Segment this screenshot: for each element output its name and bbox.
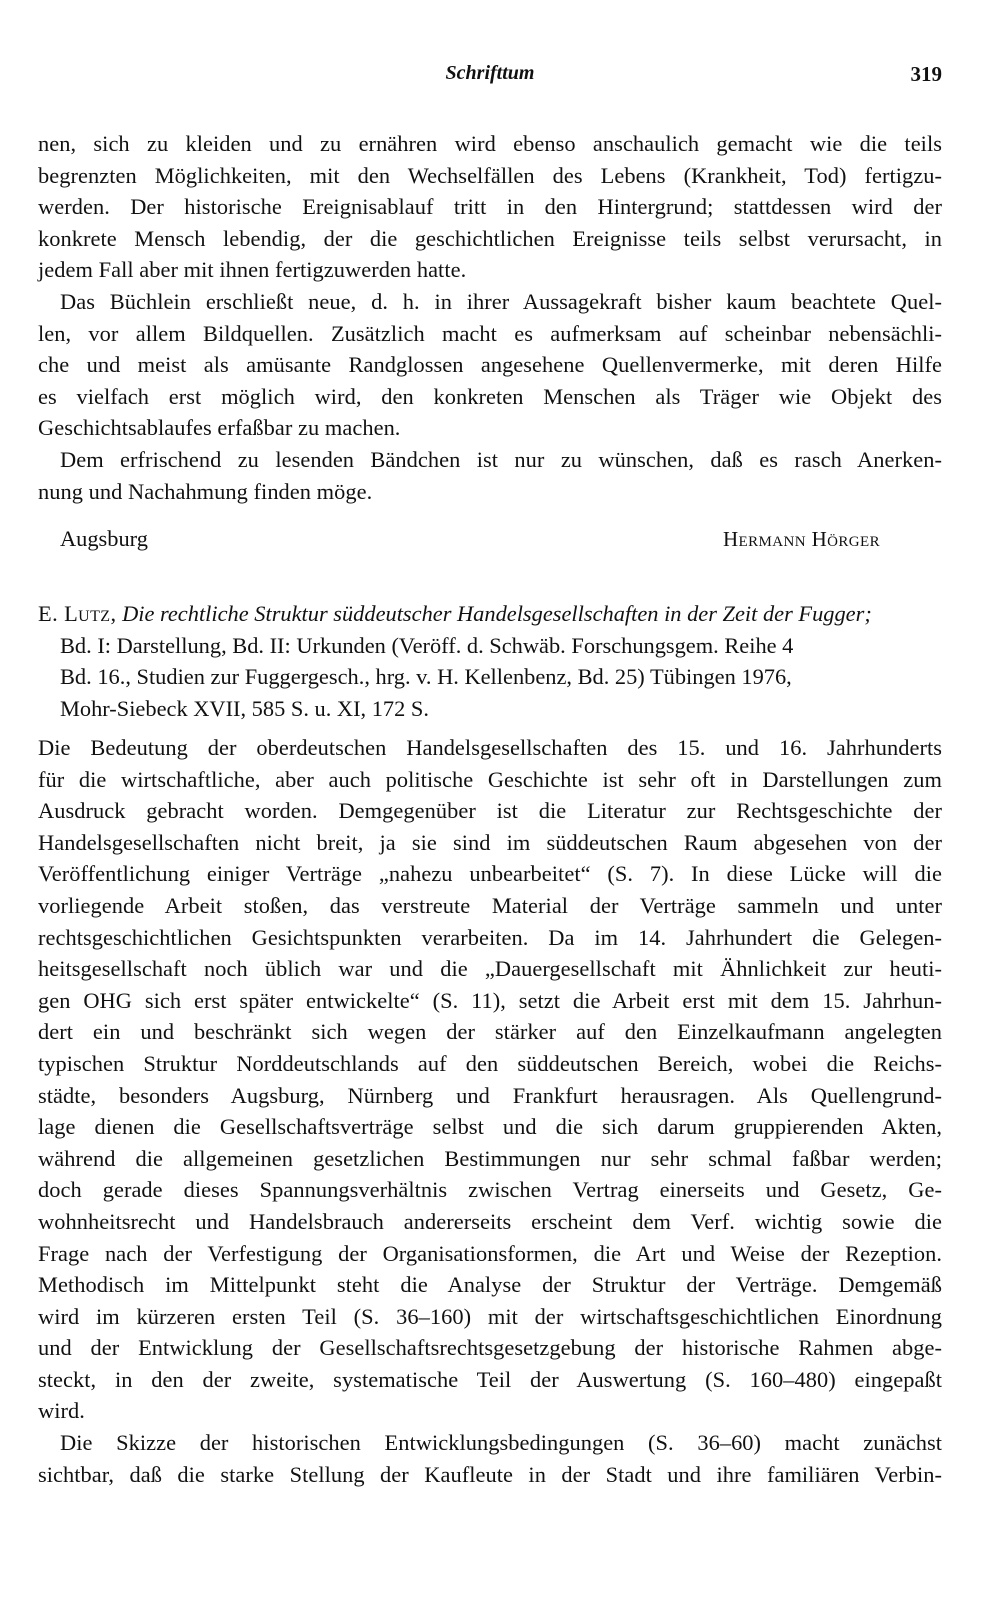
text-line: vorliegende Arbeit stoßen, das verstreute Material der Verträge sammeln und unter [38, 892, 942, 918]
text-line: Veröffentlichung einiger Verträge „nahezu unbearbeitet“ (S. 7). In diese Lücke will die [38, 861, 942, 887]
text-line: heitsgesellschaft noch üblich war und die „Dauergesellschaft mit Ähnlichkeit zur heuti- [38, 956, 942, 982]
text-line: jedem Fall aber mit ihnen fertigzuwerden hatte. [38, 257, 467, 283]
review2-text [38, 732, 942, 1490]
text-line: werden. Der historische Ereignisablauf tritt in den Hintergrund; stattdessen wird der [38, 194, 942, 220]
text-line: rechtsgeschichtlichen Gesichtspunkten verarbeiten. Da im 14. Jahrhundert die Gelegen- [38, 924, 942, 950]
citation-line: Bd. I: Darstellung, Bd. II: Urkunden (Veröff. d. Schwäb. Forschungsgem. Reihe 4 [60, 632, 794, 658]
text-line: typischen Struktur Norddeutschlands auf den süddeutschen Bereich, wobei die Reichs- [38, 1050, 942, 1076]
text-line: sichtbar, daß die starke Stellung der Kaufleute in der Stadt und ihre familiären Verbin- [38, 1461, 942, 1487]
text-line: Handelsgesellschaften nicht breit, ja sie sind im süddeutschen Raum abgesehen von der [38, 829, 942, 855]
text-line: che und meist als amüsante Randglossen angesehene Quellenvermerke, mit deren Hilfe [38, 352, 942, 378]
text-line: len, vor allem Bildquellen. Zusätzlich macht es aufmerksam auf scheinbar nebensächli- [38, 320, 942, 346]
running-head [38, 62, 942, 92]
citation-author: E. Lutz, [38, 601, 117, 626]
review1-paragraph-1 [38, 128, 942, 286]
running-title: Schrifttum [445, 62, 535, 84]
citation-title: Die rechtliche Struktur süddeutscher Handelsgesellschaften in der Zeit der Fugger; [122, 601, 872, 626]
text-line: Methodisch im Mittelpunkt steht die Analyse der Struktur der Verträge. Demgemäß [38, 1272, 942, 1298]
citation-line: Mohr-Siebeck XVII, 585 S. u. XI, 172 S. [60, 695, 429, 721]
text-line: nen, sich zu kleiden und zu ernähren wird ebenso anschaulich gemacht wie die teils [38, 131, 942, 156]
review2-paragraph-1 [38, 732, 942, 1427]
reviewer-name: Hermann Hörger [722, 527, 880, 551]
review1-paragraph-3 [38, 444, 942, 507]
text-line: Dem erfrischend zu lesenden Bändchen ist nur zu wünschen, daß es rasch Anerken- [60, 446, 942, 472]
text-line: es vielfach erst möglich wird, den konkreten Menschen als Träger wie Objekt des [38, 383, 942, 409]
review1-paragraph-2 [38, 286, 942, 444]
text-line: Die Bedeutung der oberdeutschen Handelsgesellschaften des 15. und 16. Jahrhunderts [38, 735, 942, 760]
text-line: lage dienen die Gesellschaftsverträge selbst und die sich darum gruppierenden Akten, [38, 1114, 942, 1140]
text-line: begrenzten Möglichkeiten, mit den Wechselfällen des Lebens (Krankheit, Tod) fertigzu- [38, 162, 942, 188]
text-line: nung und Nachahmung finden möge. [38, 478, 373, 504]
text-line: doch gerade dieses Spannungsverhältnis zwischen Vertrag einerseits und Gesetz, Ge- [38, 1177, 942, 1203]
review1-text [38, 128, 942, 507]
text-line: wird im kürzeren ersten Teil (S. 36–160) mit der wirtschaftsgeschichtlichen Einordnung [38, 1303, 942, 1329]
text-line: städte, besonders Augsburg, Nürnberg und Frankfurt herausragen. Als Quellengrund- [38, 1082, 942, 1108]
text-line: während die allgemeinen gesetzlichen Bestimmungen nur sehr schmal faßbar werden; [38, 1145, 942, 1171]
page-number: 319 [910, 62, 942, 86]
text-line: konkrete Mensch lebendig, der die geschichtlichen Ereignisse teils selbst verursacht, in [38, 225, 942, 251]
text-line: wird. [38, 1398, 85, 1424]
text-line: gen OHG sich erst später entwickelte“ (S. 11), setzt die Arbeit erst mit dem 15. Jahrhun- [38, 987, 942, 1013]
text-line: Die Skizze der historischen Entwicklungsbedingungen (S. 36–60) macht zunächst [60, 1430, 942, 1456]
text-line: Frage nach der Verfestigung der Organisationsformen, die Art und Weise der Rezeption. [38, 1240, 942, 1266]
signature-place: Augsburg [60, 526, 148, 551]
review1-signature [38, 523, 942, 555]
review2-citation [38, 598, 942, 724]
text-line: Ausdruck gebracht worden. Demgegenüber ist die Literatur zur Rechtsgeschichte der [38, 798, 942, 824]
text-line: Das Büchlein erschließt neue, d. h. in ihrer Aussagekraft bisher kaum beachtete Quel- [60, 288, 942, 314]
text-line: steckt, in den der zweite, systematische Teil der Auswertung (S. 160–480) eingepaßt [38, 1366, 942, 1392]
citation-line: Bd. 16., Studien zur Fuggergesch., hrg. v. H. Kellenbenz, Bd. 25) Tübingen 1976, [60, 664, 792, 690]
review2-paragraph-2 [38, 1427, 942, 1490]
text-line: wohnheitsrecht und Handelsbrauch andererseits erscheint dem Verf. wichtig sowie die [38, 1208, 942, 1234]
text-line: Geschichtsablaufes erfaßbar zu machen. [38, 415, 401, 441]
text-line: für die wirtschaftliche, aber auch politische Geschichte ist sehr oft in Darstellungen zum [38, 766, 942, 792]
text-line: dert ein und beschränkt sich wegen der stärker auf den Einzelkaufmann angelegten [38, 1019, 942, 1045]
text-line: und der Entwicklung der Gesellschaftsrechtsgesetzgebung der historische Rahmen abge- [38, 1335, 942, 1361]
citation-first-line [38, 598, 942, 630]
